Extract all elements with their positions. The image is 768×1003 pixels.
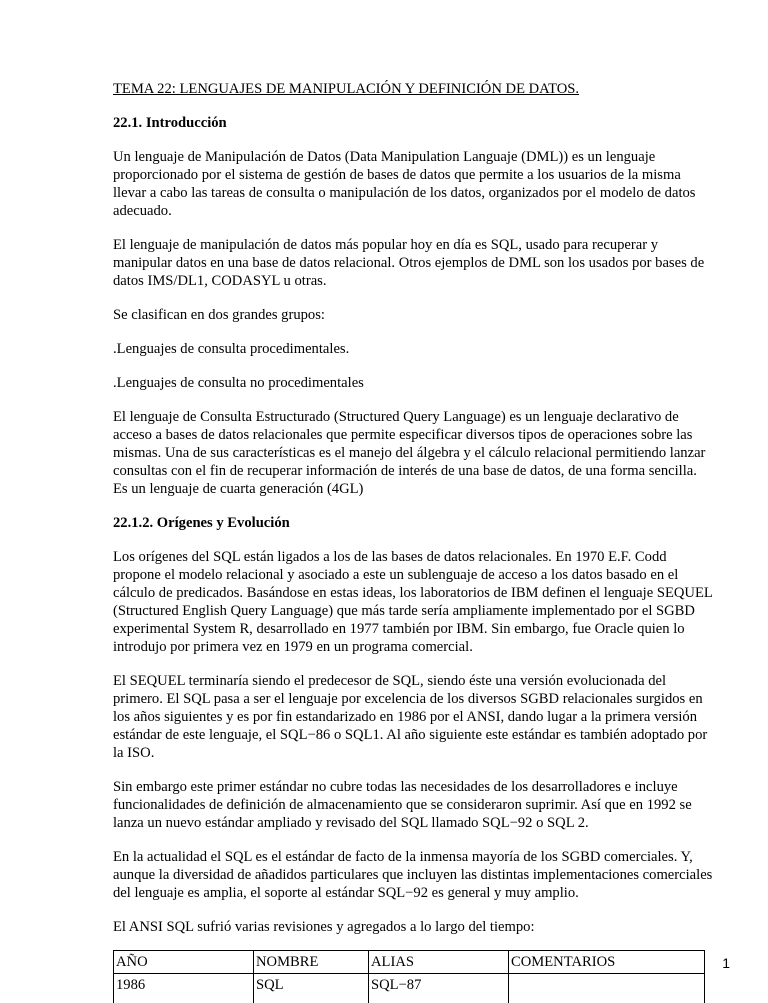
table-row (114, 974, 705, 1003)
table-header-cell: NOMBRE (254, 951, 369, 974)
section-heading-origenes: 22.1.2. Orígenes y Evolución (113, 514, 713, 532)
list-item-no-procedimentales: .Lenguajes de consulta no procedimentales (113, 374, 713, 392)
list-item-procedimentales: .Lenguajes de consulta procedimentales. (113, 340, 713, 358)
paragraph-actualidad: En la actualidad el SQL es el estándar de facto de la inmensa mayoría de los SGBD comerciales. Y, aunque la diversidad de añadidos particulares que incluyen las distintas implementaciones comerciales del lenguaje es amplia, el soporte al estándar SQL−92 es general y muy amplio. (113, 848, 713, 902)
document-content (113, 80, 713, 1003)
paragraph-sequel: El SEQUEL terminaría siendo el predecesor de SQL, siendo éste una versión evolucionada del primero. El SQL pasa a ser el lenguaje por excelencia de los diversos SGBD relacionales surgidos en los años siguientes y es por fin estandarizado en 1986 por el ANSI, dando lugar a la primera versión estándar de este lenguaje, el SQL−86 o SQL1. Al año siguiente este estándar es también adoptado por la ISO. (113, 672, 713, 762)
paragraph-revisiones: El ANSI SQL sufrió varias revisiones y agregados a lo largo del tiempo: (113, 918, 713, 936)
document-title: TEMA 22: LENGUAJES DE MANIPULACIÓN Y DEFINICIÓN DE DATOS. (113, 80, 713, 98)
table-header-cell: ALIAS (369, 951, 509, 974)
paragraph-origenes: Los orígenes del SQL están ligados a los de las bases de datos relacionales. En 1970 E.F. Codd propone el modelo relacional y asociado a este un sublenguaje de acceso a los datos basado en el cálculo de predicados. Basándose en estas ideas, los laboratorios de IBM definen el lenguaje SEQUEL (Structured English Query Language) que más tarde sería ampliamente implementado por el SGBD experimental System R, desarrollado en 1977 también por IBM. Sin embargo, fue Oracle quien lo introdujo por primera vez en 1979 en un programa comercial. (113, 548, 713, 656)
table-header-row (114, 951, 705, 974)
page-number: 1 (722, 955, 730, 971)
section-heading-introduccion: 22.1. Introducción (113, 114, 713, 132)
paragraph-clasificacion: Se clasifican en dos grandes grupos: (113, 306, 713, 324)
table-header-cell: COMENTARIOS (509, 951, 705, 974)
table-cell: SQL−87 (369, 974, 509, 1003)
table-header-cell: AÑO (114, 951, 254, 974)
paragraph-sql-popular: El lenguaje de manipulación de datos más popular hoy en día es SQL, usado para recuperar y manipular datos en una base de datos relacional. Otros ejemplos de DML son los usados por bases de datos IMS/DL1, CODASYL u otras. (113, 236, 713, 290)
table-cell (509, 974, 705, 1003)
paragraph-sql92: Sin embargo este primer estándar no cubre todas las necesidades de los desarrolladores e incluye funcionalidades de definición de almacenamiento que se consideraron suprimir. Así que en 1992 se lanza un nuevo estándar ampliado y revisado del SQL llamado SQL−92 o SQL 2. (113, 778, 713, 832)
paragraph-sql-definition: El lenguaje de Consulta Estructurado (Structured Query Language) es un lenguaje declarativo de acceso a bases de datos relacionales que permite especificar diversos tipos de operaciones sobre las mismas. Una de sus características es el manejo del álgebra y el cálculo relacional permitiendo lanzar consultas con el fin de recuperar información de interés de una base de datos, de una forma sencilla. Es un lenguaje de cuarta generación (4GL) (113, 408, 713, 498)
table-cell: 1986 (114, 974, 254, 1003)
sql-revisions-table (113, 950, 705, 1003)
table-cell: SQL (254, 974, 369, 1003)
paragraph-dml-definition: Un lenguaje de Manipulación de Datos (Data Manipulation Languaje (DML)) es un lenguaje proporcionado por el sistema de gestión de bases de datos que permite a los usuarios de la misma llevar a cabo las tareas de consulta o manipulación de los datos, organizados por el modelo de datos adecuado. (113, 148, 713, 220)
